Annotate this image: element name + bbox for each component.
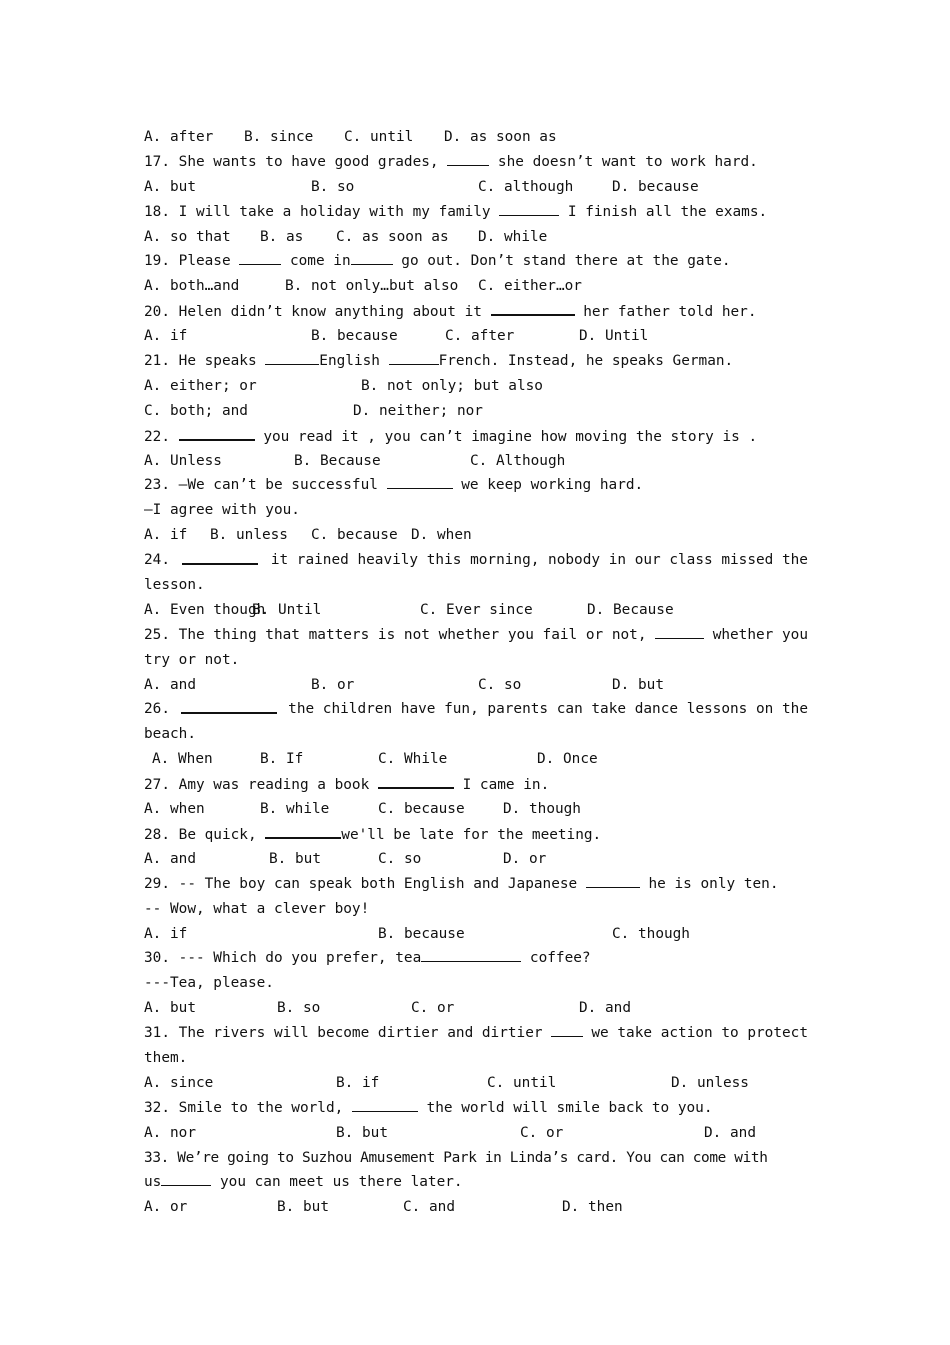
q23-option-b[interactable]: B. unless [210,527,288,544]
q26-option-b[interactable]: B. If [260,751,304,768]
q25-answer-blank[interactable] [655,623,704,639]
q24-option-a[interactable]: A. Even though [144,601,266,618]
q23-stem: 23. —We can’t be successful we keep working hard. [144,473,808,498]
q29-answer-blank[interactable] [586,872,640,888]
q24-option-b[interactable]: B. Until [252,601,322,618]
q26-option-a[interactable]: A. When [152,751,213,768]
q19-options [144,274,808,299]
q29-stem: 29. -- The boy can speak both English and Japanese he is only ten. [144,872,808,897]
q27-option-c[interactable]: C. because [378,801,465,818]
q16-option-a[interactable]: A. after [144,129,214,145]
q20-option-c[interactable]: C. after [445,328,515,345]
q32-stem: 32. Smile to the world, the world will smile back to you. [144,1096,808,1121]
q27-options [144,797,808,822]
q17-option-d[interactable]: D. because [612,178,699,195]
q16-options [144,125,808,150]
q21-options-row-2 [144,399,808,424]
q24-answer-blank[interactable] [182,548,258,565]
q33-option-b[interactable]: B. but [277,1199,329,1216]
q33-option-a[interactable]: A. or [144,1199,188,1216]
q32-option-d[interactable]: D. and [704,1124,756,1141]
q33-options [144,1195,808,1220]
q19-option-b[interactable]: B. not only…but also [285,278,459,295]
q31-option-c[interactable]: C. until [487,1074,557,1091]
q23-reply: —I agree with you. [144,502,300,519]
q30-option-c[interactable]: C. or [411,1000,455,1017]
q26-answer-blank[interactable] [181,697,277,714]
q17-option-a[interactable]: A. but [144,178,196,195]
q27-option-d[interactable]: D. though [503,801,581,818]
q32-options [144,1121,808,1146]
q29-options [144,922,808,947]
q18-option-a[interactable]: A. so that [144,228,231,245]
q25-stem-continued: try or not. [144,651,240,668]
q22-stem: 22. you read it , you can’t imagine how moving the story is . [144,424,808,449]
q16-option-b[interactable]: B. since [244,129,314,145]
q17-answer-blank[interactable] [447,150,489,166]
q23-option-c[interactable]: C. because [311,527,398,544]
q30-answer-blank[interactable] [421,946,521,962]
q32-option-a[interactable]: A. nor [144,1124,196,1141]
q33-stem-continued: us you can meet us there later. [144,1170,808,1195]
q22-option-a[interactable]: A. Unless [144,452,222,469]
q23-answer-blank[interactable] [387,473,453,489]
q30-option-d[interactable]: D. and [579,1000,631,1017]
q22-option-b[interactable]: B. Because [294,452,381,469]
q25-option-c[interactable]: C. so [478,676,522,693]
q20-answer-blank[interactable] [491,299,575,316]
q19-option-c[interactable]: C. either…or [478,278,582,295]
q30-options [144,996,808,1021]
q19-option-a[interactable]: A. both…and [144,278,240,295]
q25-option-a[interactable]: A. and [144,676,196,693]
q26-option-c[interactable]: C. While [378,751,448,768]
q28-stem: 28. Be quick, we'll be late for the meeting. [144,822,808,847]
q20-option-d[interactable]: D. Until [579,328,649,345]
q18-answer-blank[interactable] [499,200,559,216]
q30-stem: 30. --- Which do you prefer, tea coffee? [144,946,808,971]
q27-answer-blank[interactable] [378,772,454,789]
q22-answer-blank[interactable] [179,424,255,441]
q20-option-a[interactable]: A. if [144,328,188,345]
q28-option-c[interactable]: C. so [378,850,422,867]
q16-option-d[interactable]: D. as soon as [444,129,557,145]
q30-option-a[interactable]: A. but [144,1000,196,1017]
q24-option-d[interactable]: D. Because [587,601,674,618]
q29-reply: -- Wow, what a clever boy! [144,900,370,917]
q25-stem: 25. The thing that matters is not whether you fail or not, whether you [144,623,808,648]
q26-options [144,747,808,772]
q33-stem: 33. We’re going to Suzhou Amusement Park in Linda’s card. You can come with [144,1149,768,1166]
q28-options [144,847,808,872]
q31-options [144,1071,808,1096]
q27-option-b[interactable]: B. while [260,801,330,818]
q26-stem-continued: beach. [144,726,196,743]
q21-option-c[interactable]: C. both; and [144,402,248,419]
q19-stem: 19. Please come in go out. Don’t stand there at the gate. [144,249,808,274]
q21-options-row-1 [144,374,808,399]
q27-stem: 27. Amy was reading a book I came in. [144,772,808,797]
q31-option-a[interactable]: A. since [144,1074,214,1091]
worksheet-page [144,125,808,1220]
q25-options [144,673,808,698]
q31-stem: 31. The rivers will become dirtier and dirtier we take action to protect [144,1021,808,1046]
q18-option-c[interactable]: C. as soon as [336,228,449,245]
q19-answer-blank-1[interactable] [239,249,281,265]
q29-option-a[interactable]: A. if [144,925,188,942]
q31-option-d[interactable]: D. unless [671,1074,749,1091]
q17-stem: 17. She wants to have good grades, she doesn’t want to work hard. [144,150,808,175]
q24-stem-continued: lesson. [144,577,205,594]
q20-option-b[interactable]: B. because [311,328,398,345]
q32-option-c[interactable]: C. or [520,1124,564,1141]
q26-stem: 26. the children have fun, parents can take dance lessons on the [144,697,808,722]
q22-options [144,449,808,474]
q23-option-d[interactable]: D. when [411,527,472,544]
q24-stem: 24. it rained heavily this morning, nobody in our class missed the [144,548,808,573]
q17-options [144,175,808,200]
q33-option-d[interactable]: D. then [562,1199,623,1216]
q20-stem: 20. Helen didn’t know anything about it her father told her. [144,299,808,324]
q28-option-d[interactable]: D. or [503,850,547,867]
q18-option-d[interactable]: D. while [478,228,548,245]
q21-option-b[interactable]: B. not only; but also [361,377,543,394]
q33-option-c[interactable]: C. and [403,1199,455,1216]
q28-option-a[interactable]: A. and [144,850,196,867]
q29-option-b[interactable]: B. because [378,925,465,942]
q25-option-b[interactable]: B. or [311,676,355,693]
q21-option-a[interactable]: A. either; or [144,377,257,394]
q16-option-c[interactable]: C. until [344,129,414,145]
q18-options [144,225,808,250]
q17-option-b[interactable]: B. so [311,178,355,195]
q21-answer-blank-1[interactable] [265,349,319,365]
q21-option-d[interactable]: D. neither; nor [353,402,483,419]
q20-options [144,324,808,349]
q30-option-b[interactable]: B. so [277,1000,321,1017]
q32-answer-blank[interactable] [352,1096,418,1112]
q21-answer-blank-2[interactable] [389,349,439,365]
q31-answer-blank[interactable] [551,1021,583,1037]
q25-option-d[interactable]: D. but [612,676,664,693]
q18-option-b[interactable]: B. as [260,228,304,245]
q32-option-b[interactable]: B. but [336,1124,388,1141]
q21-stem: 21. He speaks English French. Instead, he speaks German. [144,349,808,374]
q27-option-a[interactable]: A. when [144,801,205,818]
q17-option-c[interactable]: C. although [478,178,574,195]
q28-option-b[interactable]: B. but [269,850,321,867]
q28-answer-blank[interactable] [265,822,341,839]
q24-options [144,598,808,623]
q22-option-c[interactable]: C. Although [470,452,566,469]
q19-answer-blank-2[interactable] [351,249,393,265]
q29-option-c[interactable]: C. though [612,925,690,942]
q31-option-b[interactable]: B. if [336,1074,380,1091]
q26-option-d[interactable]: D. Once [537,751,598,768]
q18-stem: 18. I will take a holiday with my family I finish all the exams. [144,200,808,225]
q23-option-a[interactable]: A. if [144,527,188,544]
q30-reply: ---Tea, please. [144,975,274,992]
q23-options [144,523,808,548]
q24-option-c[interactable]: C. Ever since [420,601,533,618]
q31-stem-continued: them. [144,1049,188,1066]
